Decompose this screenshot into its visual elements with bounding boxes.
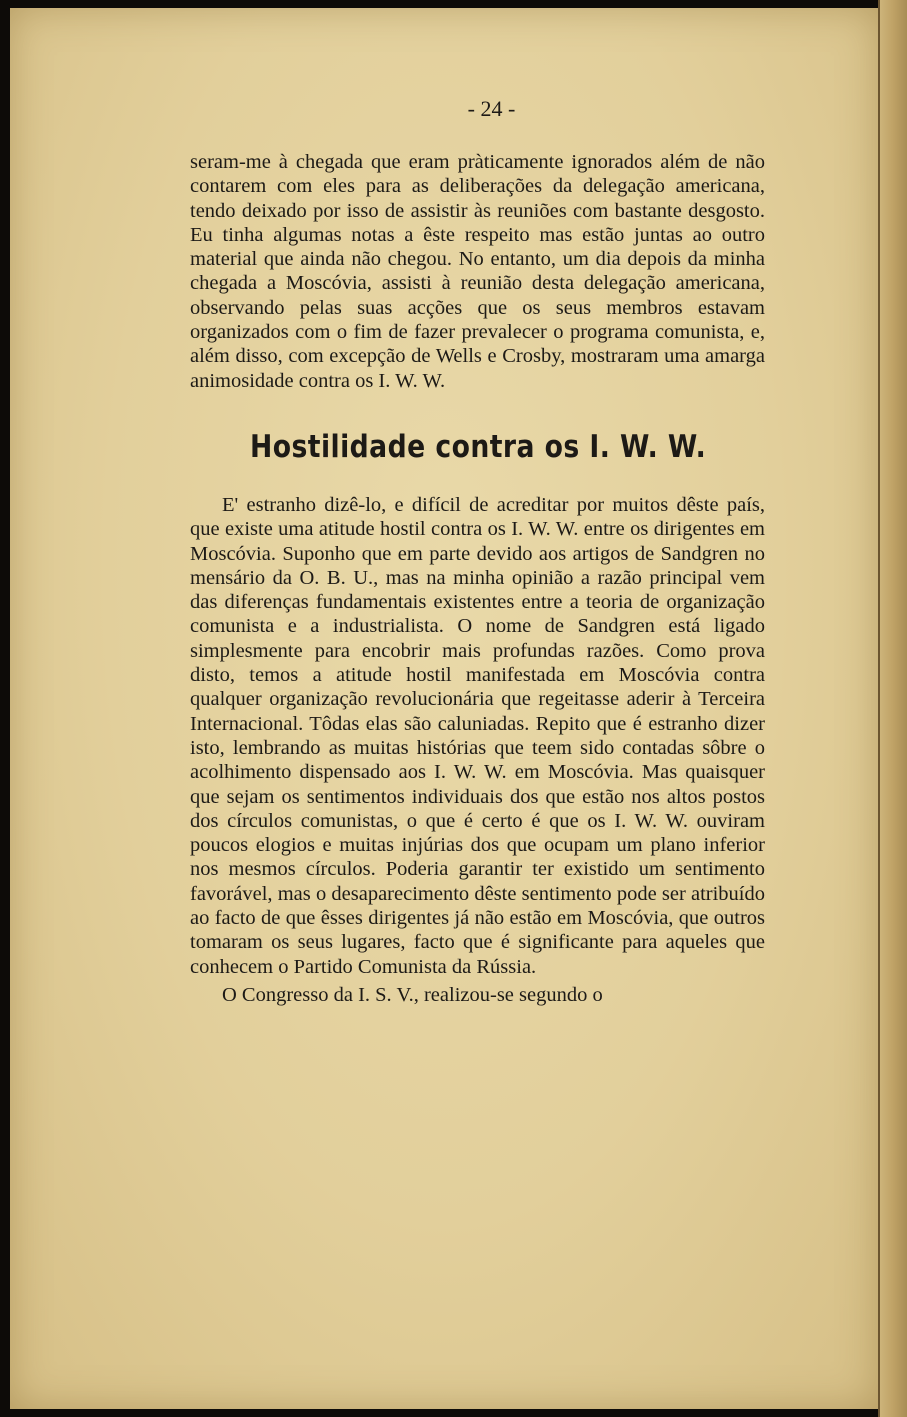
page-text-column	[190, 95, 765, 1007]
book-spine-edge	[878, 0, 907, 1417]
intro-paragraph: seram-me à chegada que eram pràticamente ignorados além de não contarem com eles para as deliberações da delegação americana, tendo deixado por isso de assistir às reuniões com bastante desgosto. Eu tinha algumas notas a êste respeito mas estão juntas ao outro material que ainda não chegou. No entanto, um dia depois da minha chegada a Moscóvia, assisti à reunião desta delegação americana, observando pelas suas acções que os seus membros estavam organizados com o fim de fazer prevalecer o programa comunista, e, além disso, com excepção de Wells e Crosby, mostraram uma amarga animosidade contra os I. W. W.	[190, 151, 765, 392]
body-paragraph: E' estranho dizê-lo, e difícil de acreditar por muitos dêste país, que existe uma atitude hostil contra os I. W. W. entre os dirigentes em Moscóvia. Suponho que em parte devido aos artigos de Sandgren no mensário da O. B. U., mas na minha opinião a razão principal vem das diferenças fundamentais existentes entre a teoria de organização comunista e a industrialista. O nome de Sandgren está ligado simplesmente para encobrir mais profundas razões. Como prova disto, temos a atitude hostil manifestada em Moscóvia contra qualquer organização revolucionária que regeitasse aderir à Terceira Internacional. Tôdas elas são caluniadas. Repito que é estranho dizer isto, lembrando as muitas histórias que teem sido contadas sôbre o acolhimento dispensado aos I. W. W. em Moscóvia. Mas quaisquer que sejam os sentimentos individuais dos que estão nos altos postos dos círculos comunistas, o que é certo é que os I. W. W. ouviram poucos elogios e muitas injúrias dos que ocupam um plano inferior nos mesmos círculos. Poderia garantir ter existido um sentimento favorável, mas o desaparecimento dêste sentimento pode ser atribuído ao facto de que êsses dirigentes já não estão em Moscóvia, que outros tomaram os seus lugares, facto que é significante para aqueles que conhecem o Partido Comunista da Rússia.	[190, 493, 765, 978]
page-number: - 24 -	[467, 96, 516, 121]
section-heading: Hostilidade contra os I. W. W.	[250, 428, 707, 465]
closing-paragraph: O Congresso da I. S. V., realizou-se segundo o	[222, 983, 603, 1006]
